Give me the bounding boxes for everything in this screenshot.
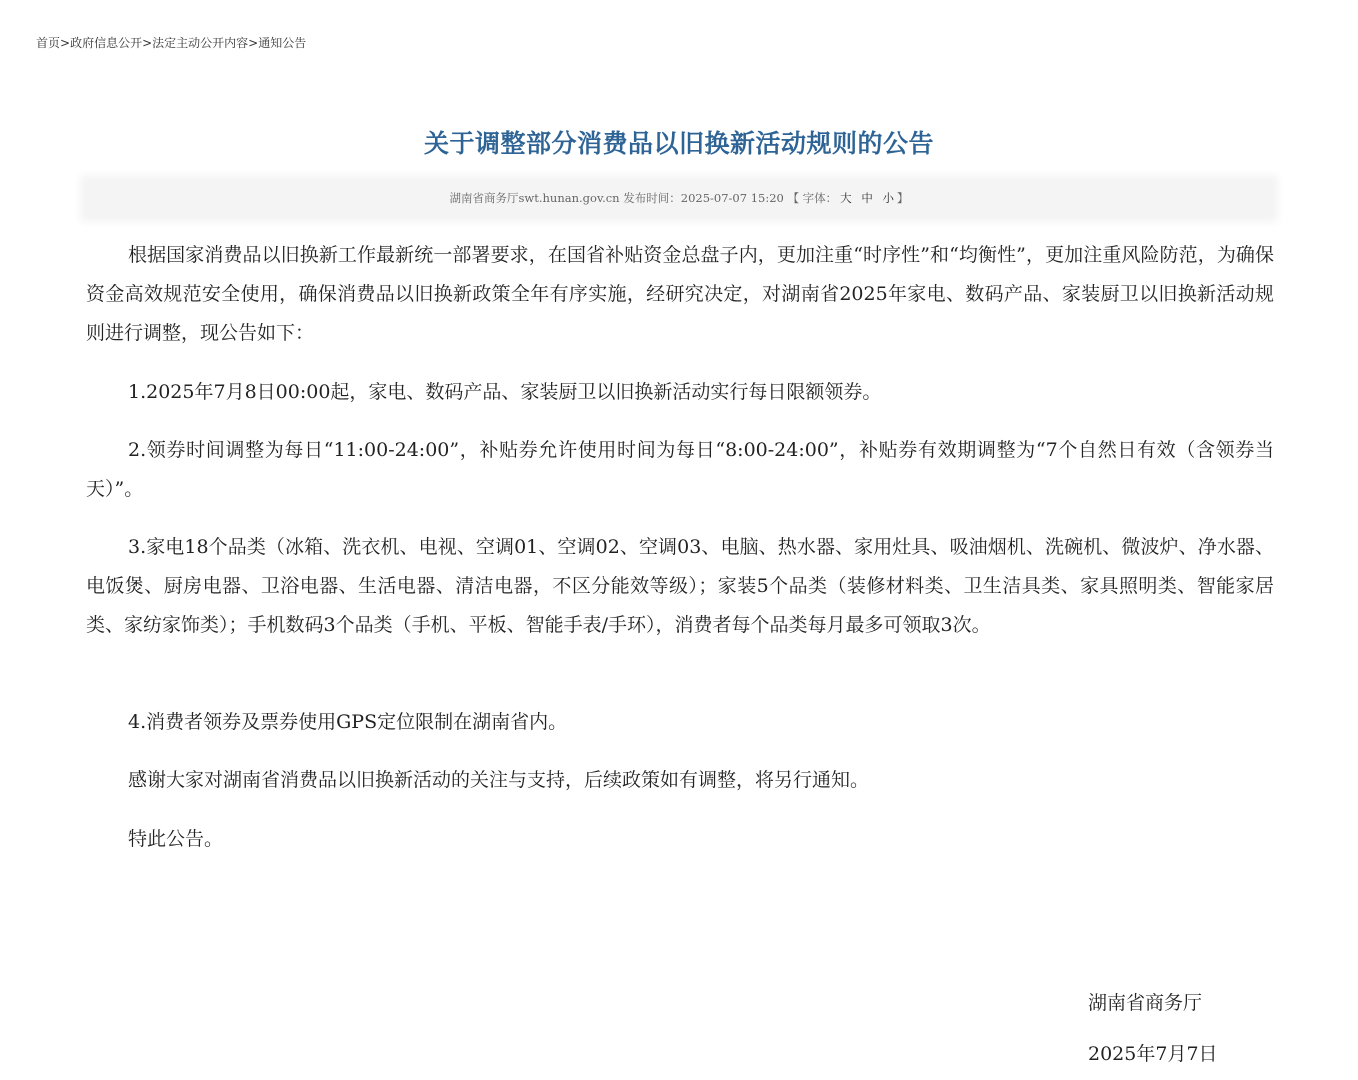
signature-date: 2025年7月7日 [1088, 1043, 1218, 1065]
article-paragraph-thanks: 感谢大家对湖南省消费品以旧换新活动的关注与支持，后续政策如有调整，将另行通知。 [128, 769, 870, 791]
breadcrumb-gov-info-link[interactable]: 政府信息公开 [70, 36, 143, 50]
breadcrumb-separator: > [60, 36, 71, 50]
font-size-medium-button[interactable]: 中 [861, 191, 873, 205]
font-size-label-close: 】 [896, 191, 909, 205]
article-body [86, 236, 1274, 850]
breadcrumb-home-link[interactable]: 首页 [36, 36, 61, 50]
article-source: 湖南省商务厅swt.hunan.gov.cn [449, 191, 620, 205]
article-paragraph-item-1: 1.2025年7月8日00:00起，家电、数码产品、家装厨卫以旧换新活动实行每日限额领券。 [128, 381, 882, 403]
font-size-large-button[interactable]: 大 [840, 191, 852, 205]
breadcrumb-statutory-disclosure-link[interactable]: 法定主动公开内容 [152, 36, 249, 50]
publish-time-label: 发布时间： [623, 191, 681, 205]
article-paragraph-item-4: 4.消费者领券及票券使用GPS定位限制在湖南省内。 [128, 711, 568, 733]
article-paragraph-item-2: 2.领券时间调整为每日“11:00-24:00”，补贴券允许使用时间为每日“8:00-24:00”，补贴券有效期调整为“7个自然日有效（含领券当天）”。 [86, 439, 1274, 500]
breadcrumb-separator: > [142, 36, 153, 50]
article-title: 关于调整部分消费品以旧换新活动规则的公告 [423, 129, 934, 158]
signature-organization: 湖南省商务厅 [1088, 992, 1203, 1014]
breadcrumb-separator: > [248, 36, 259, 50]
font-size-small-button[interactable]: 小 [882, 191, 894, 205]
article-meta [0, 190, 1358, 206]
breadcrumb-notices-link[interactable]: 通知公告 [258, 36, 307, 50]
article-paragraph-closing: 特此公告。 [128, 828, 224, 850]
font-size-label-open: 【 字体： [787, 191, 838, 205]
breadcrumb [36, 34, 306, 51]
publish-time: 2025-07-07 15:20 [680, 191, 784, 205]
article-paragraph-intro: 根据国家消费品以旧换新工作最新统一部署要求，在国省补贴资金总盘子内，更加注重“时序性”和“均衡性”，更加注重风险防范，为确保资金高效规范安全使用，确保消费品以旧换新政策全年有序实施，经研究决定，对湖南省2025年家电、数码产品、家装厨卫以旧换新活动规则进行调整，现公告如下： [86, 244, 1274, 344]
article-paragraph-item-3: 3.家电18个品类（冰箱、洗衣机、电视、空调01、空调02、空调03、电脑、热水器、家用灶具、吸油烟机、洗碗机、微波炉、净水器、电饭煲、厨房电器、卫浴电器、生活电器、清洁电器，不区分能效等级）；家装5个品类（装修材料类、卫生洁具类、家具照明类、智能家居类、家纺家饰类）；手机数码3个品类（手机、平板、智能手表/手环），消费者每个品类每月最多可领取3次。 [86, 536, 1274, 636]
